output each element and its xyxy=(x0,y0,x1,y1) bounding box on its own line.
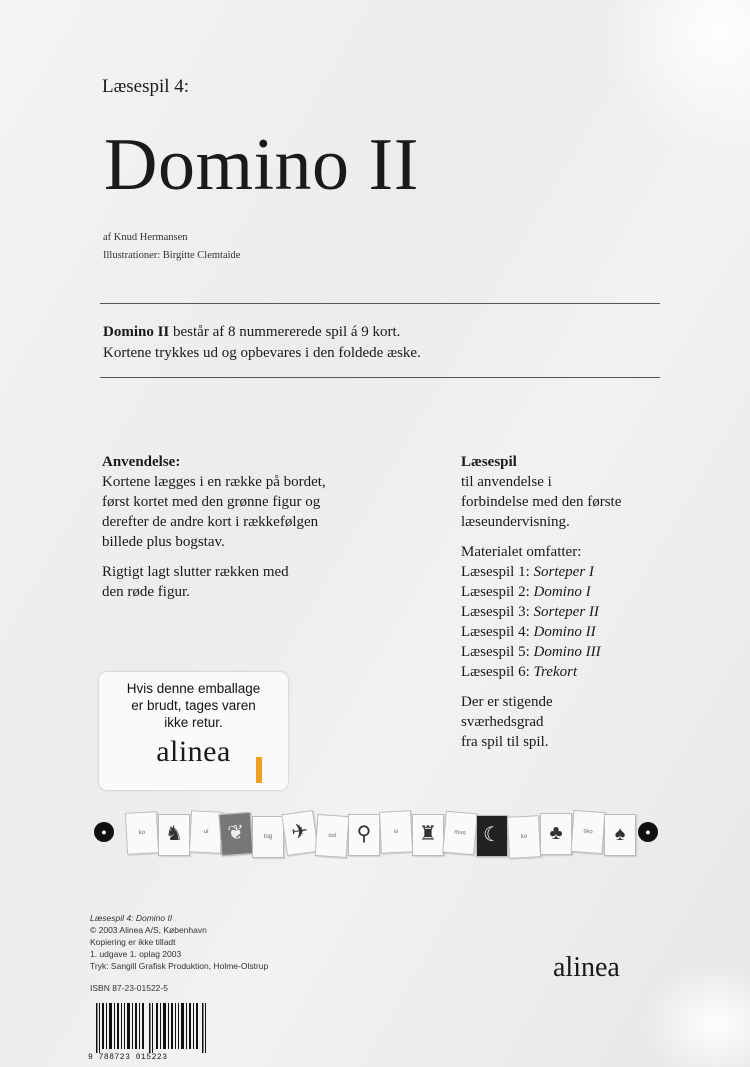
horse-icon: ♞ xyxy=(158,814,190,856)
domino-card: ko xyxy=(125,811,159,855)
domino-card: tog xyxy=(252,816,284,858)
material-item: Læsespil 6: Trekort xyxy=(461,664,578,680)
plastic-glare xyxy=(640,960,750,1067)
intro-text xyxy=(103,322,421,364)
usage-section xyxy=(102,452,402,602)
seal-sticker xyxy=(99,672,288,790)
domino-card-strip xyxy=(90,806,665,860)
usage-line: derefter de andre kort i rækkefølgen xyxy=(102,514,319,530)
sticker-warning-line: Hvis denne emballage xyxy=(126,681,261,696)
intro-bold: Domino II xyxy=(103,324,170,340)
fish-icon: ❦ xyxy=(219,812,254,856)
shoe-icon: ♠ xyxy=(604,814,636,856)
intro-line2: Kortene trykkes ud og opbevares i den foldede æske. xyxy=(103,345,421,361)
isbn: ISBN 87-23-01522-5 xyxy=(90,983,168,993)
usage-line: Rigtigt lagt slutter rækken med xyxy=(102,564,289,580)
difficulty-line: fra spil til spil. xyxy=(461,734,549,750)
start-dot-icon: ● xyxy=(94,822,114,842)
chair-icon: ♜ xyxy=(412,814,444,856)
logo-accent-bar xyxy=(256,757,262,783)
info-desc: til anvendelse i xyxy=(461,474,552,490)
bird-icon: ✈ xyxy=(281,810,319,856)
domino-card: is xyxy=(379,810,413,854)
material-item: Læsespil 4: Domino II xyxy=(461,624,596,640)
info-heading: Læsespil xyxy=(461,454,517,470)
usage-line: den røde figur. xyxy=(102,584,190,600)
end-dot-icon: ● xyxy=(638,822,658,842)
sticker-logo: alinea xyxy=(156,735,231,768)
tree-icon: ♣ xyxy=(540,813,572,855)
barcode-number: 9 788723 015223 xyxy=(88,1053,168,1062)
domino-card: ul xyxy=(189,810,223,854)
info-desc: forbindelse med den første xyxy=(461,494,622,510)
usage-heading: Anvendelse: xyxy=(102,454,181,470)
moon-icon: ☾ xyxy=(476,815,508,857)
sticker-warning-line: ikke retur. xyxy=(164,715,223,730)
material-item: Læsespil 3: Sorteper II xyxy=(461,604,599,620)
imprint-line: Kopiering er ikke tilladt xyxy=(90,937,176,947)
barcode-bars xyxy=(96,1003,208,1053)
material-item: Læsespil 5: Domino III xyxy=(461,644,601,660)
usage-line: billede plus bogstav. xyxy=(102,534,225,550)
domino-card: mus xyxy=(442,811,478,856)
imprint-line: © 2003 Alinea A/S, København xyxy=(90,925,207,935)
difficulty-line: Der er stigende xyxy=(461,694,553,710)
bicycle-icon: ⚲ xyxy=(348,814,380,856)
imprint-line: Tryk: Sangill Grafisk Produktion, Holme-Olstrup xyxy=(90,961,269,971)
divider xyxy=(100,377,660,378)
domino-card: sol xyxy=(315,814,350,858)
illustrator-credit: Illustrationer: Birgitte Clemtaide xyxy=(103,250,241,261)
imprint xyxy=(90,912,268,994)
divider xyxy=(100,303,660,304)
publisher-logo: alinea xyxy=(553,952,620,983)
material-item: Læsespil 2: Domino I xyxy=(461,584,591,600)
usage-line: først kortet med den grønne figur og xyxy=(102,494,321,510)
domino-card: sko xyxy=(571,810,606,854)
plastic-glare xyxy=(600,0,750,160)
info-section xyxy=(461,452,671,752)
info-desc: læseundervisning. xyxy=(461,514,570,530)
domino-card: ko xyxy=(507,815,541,859)
series-label: Læsespil 4: xyxy=(102,76,190,97)
barcode xyxy=(88,1003,208,1063)
imprint-line: 1. udgave 1. oplag 2003 xyxy=(90,949,182,959)
difficulty-line: sværhedsgrad xyxy=(461,714,544,730)
intro-line1: består af 8 nummererede spil á 9 kort. xyxy=(169,324,401,340)
sticker-warning-line: er brudt, tages varen xyxy=(131,698,256,713)
materials-heading: Materialet omfatter: xyxy=(461,544,582,560)
author-credit: af Knud Hermansen xyxy=(103,232,188,243)
material-item: Læsespil 1: Sorteper I xyxy=(461,564,594,580)
imprint-line: Læsespil 4: Domino II xyxy=(90,913,173,923)
usage-line: Kortene lægges i en række på bordet, xyxy=(102,474,326,490)
page-title: Domino II xyxy=(104,124,419,206)
